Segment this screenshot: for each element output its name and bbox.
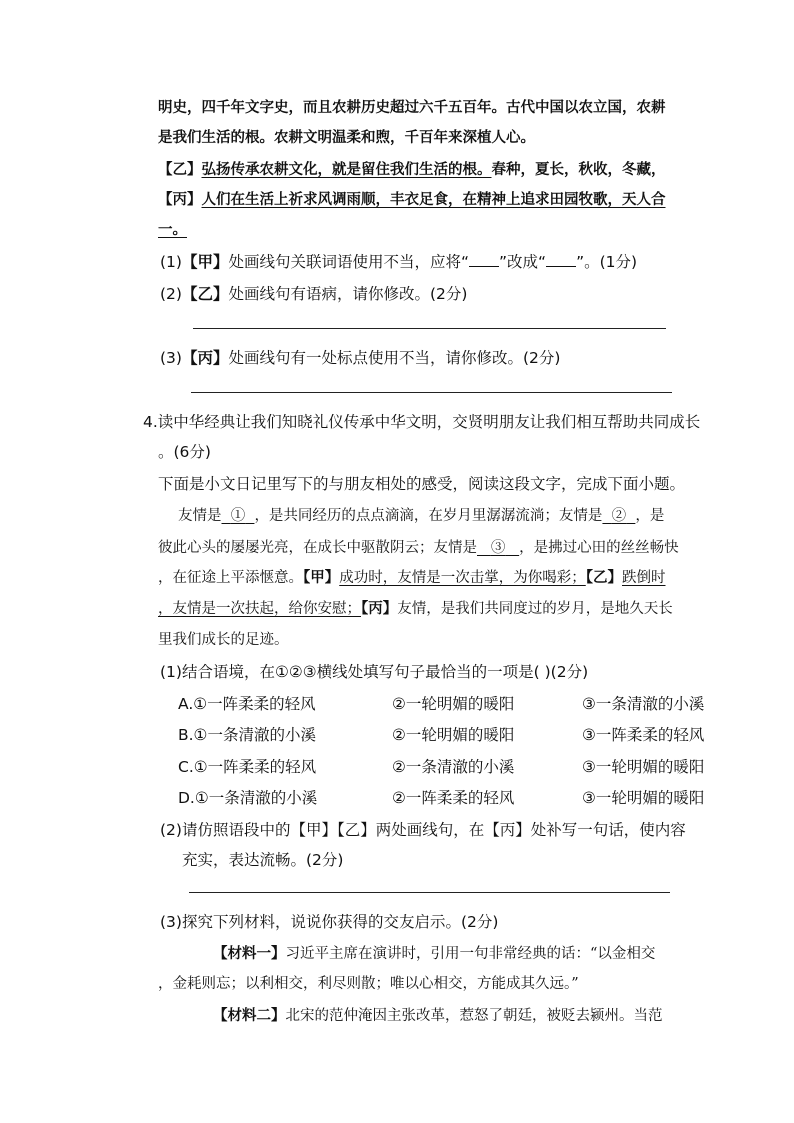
q4-sub2-line-2: 充实，表达流畅。(2分) [182,851,344,869]
option-d-1[interactable]: D.①一条清澈的小溪 [178,789,318,807]
material-2-line-1: 【材料二】北宋的范仲淹因主张改革，惹怒了朝廷，被贬去颍州。当范 [213,1007,663,1024]
yi-underlined-sentence-2: ，友情是一次扶起，给你安慰； [158,601,361,617]
bing-underlined-sentence: 人们在生活上祈求风调雨顺，丰衣足食，在精神上追求田园牧歌，天人合 [201,191,666,208]
option-a-3: ③一条清澈的小溪 [582,695,705,713]
option-d-2: ②一阵柔柔的轻风 [392,789,515,807]
yi-underlined-sentence-1: 跌倒时 [622,570,666,586]
passage-line-1: 明史，四千年文字史，而且农耕历史超过六千五百年。古代中国以农立国，农耕 [158,99,666,116]
answer-line-q3-3[interactable] [191,392,672,393]
yi-underlined-sentence: 弘扬传承农耕文化，就是留住我们生活的根。 [201,161,492,178]
q3-sub1: (1)【甲】处画线句关联词语使用不当，应将“ ”改成“ ”。(1分) [160,250,637,274]
option-a-2: ②一轮明媚的暖阳 [392,695,515,713]
bing-underlined-sentence-end: 一。 [158,221,187,238]
bing-tag: 【丙】 [158,191,202,208]
q4-passage-line-2: 彼此心头的屡屡光亮，在成长中驱散阴云；友情是 ③ ，是拂过心田的丝丝畅快 [158,540,679,556]
yi-rest: 春种，夏长，秋收，冬藏， [491,161,666,178]
q4-sub3: (3)探究下列材料，说说你获得的交友启示。(2分) [160,913,499,931]
blank-circle-3: ③ [490,540,506,556]
passage-line-2: 是我们生活的根。农耕文明温柔和煦，千百年来深植人心。 [158,129,535,146]
q4-passage-line-1: 友情是 ① ，是共同经历的点点滴滴，在岁月里潺潺流淌；友情是 ② ，是 [178,508,665,524]
blank-circle-1: ① [230,508,246,524]
blank-2[interactable] [546,250,576,267]
blank-1[interactable] [469,250,499,267]
passage-line-bing [158,188,666,212]
option-c-2: ②一条清澈的小溪 [392,758,515,776]
answer-line-q4-2[interactable] [189,892,670,893]
passage-line-yi [158,158,666,182]
passage-line-bing-2 [158,218,187,242]
yi-tag: 【乙】 [158,161,202,178]
q4-intro: 下面是小文日记里写下的与朋友相处的感受，阅读这段文字，完成下面小题。 [158,475,686,493]
jia-underlined-sentence: 成功时，友情是一次击掌，为你喝彩； [339,570,586,586]
q4-sub2-line-1: (2)请仿照语段中的【甲】【乙】两处画线句，在【丙】处补写一句话，使内容 [160,821,686,839]
blank-circle-2: ② [611,508,627,524]
option-c-3: ③一轮明媚的暖阳 [582,758,705,776]
q4-passage-line-4: ，友情是一次扶起，给你安慰；【丙】友情，是我们共同度过的岁月，是地久天长 [158,600,673,617]
option-d-3: ③一轮明媚的暖阳 [582,789,705,807]
q3-sub3: (3)【丙】处画线句有一处标点使用不当，请你修改。(2分) [160,349,561,367]
option-b-1[interactable]: B.①一条清澈的小溪 [178,726,316,744]
q3-sub2: (2)【乙】处画线句有语病，请你修改。(2分) [160,285,468,303]
q4-sub1: (1)结合语境，在①②③横线处填写句子最恰当的一项是( )(2分) [160,663,589,681]
q4-passage-line-5: 里我们成长的足迹。 [158,632,289,648]
material-1-line-2: ，金耗则忘；以利相交，利尽则散；唯以心相交，方能成其久远。” [158,976,579,992]
option-a-1[interactable]: A.①一阵柔柔的轻风 [178,695,316,713]
option-c-1[interactable]: C.①一阵柔柔的轻风 [178,758,317,776]
q4-stem-2: 。(6分) [158,443,211,461]
answer-line-q3-2[interactable] [193,328,666,329]
q4-stem-1: 4.读中华经典让我们知晓礼仪传承中华文明，交贤明朋友让我们相互帮助共同成长 [143,413,701,431]
material-1-line-1: 【材料一】习近平主席在演讲时，引用一句非常经典的话：“以金相交 [213,945,656,962]
option-b-3: ③一阵柔柔的轻风 [582,726,705,744]
q4-passage-line-3: ，在征途上平添惬意。【甲】成功时，友情是一次击掌，为你喝彩；【乙】跌倒时 [158,569,666,586]
option-b-2: ②一轮明媚的暖阳 [392,726,515,744]
